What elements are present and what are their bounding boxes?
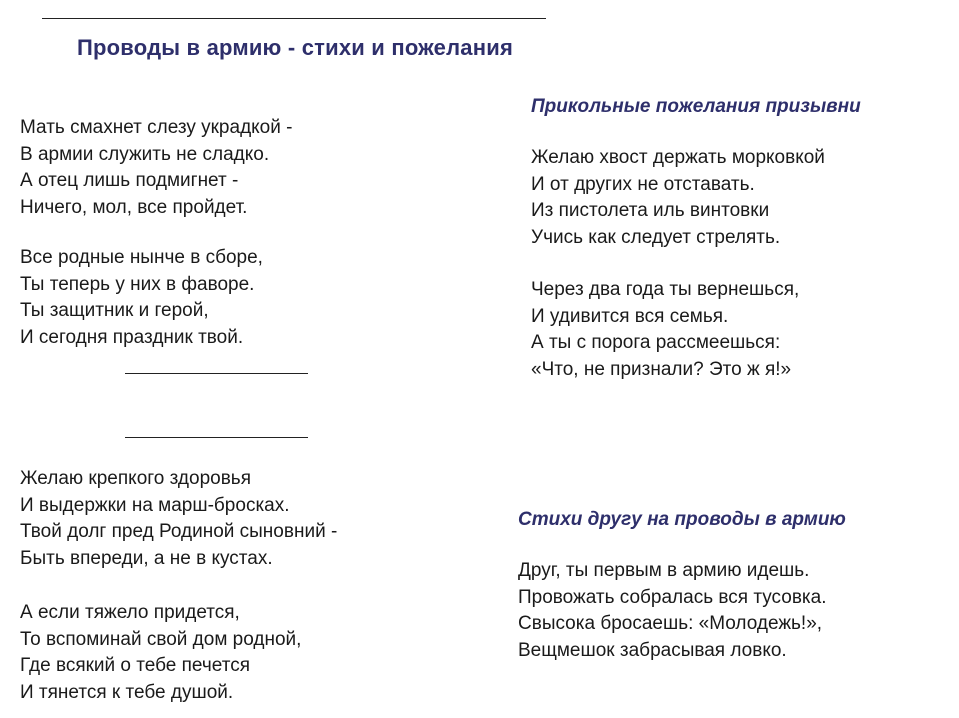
poem-line: Свысока бросаешь: «Молодежь!», [518, 613, 823, 634]
left-stanza-3 [20, 466, 337, 572]
poem-line: Мать смахнет слезу украдкой - [20, 117, 293, 138]
poem-line: Желаю хвост держать морковкой [531, 147, 825, 168]
poem-line: Ничего, мол, все пройдет. [20, 196, 248, 218]
right-stanza-3 [518, 558, 827, 664]
page-title: Проводы в армию - стихи и пожелания [77, 35, 513, 60]
section-heading-funny-wishes: Прикольные пожелания призывни [531, 96, 861, 117]
section-heading-friend-poems: Стихи другу на проводы в армию [518, 509, 846, 530]
left-stanza-1 [20, 115, 292, 221]
poem-line: Учись как следует стрелять. [531, 226, 781, 248]
poem-line: Из пистолета иль винтовки [531, 200, 770, 221]
poem-line: «Что, не признали? Это ж я!» [531, 358, 792, 380]
poem-line: Ты теперь у них в фаворе. [20, 273, 255, 295]
poem-line: А ты с порога рассмеешься: [531, 332, 781, 353]
poem-line: А если тяжело придется, [20, 602, 240, 623]
poem-line: И сегодня праздник твой. [20, 326, 244, 348]
poem-line: Все родные нынче в сборе, [20, 247, 263, 268]
left-stanza-4 [20, 600, 301, 706]
poem-line: Быть впереди, а не в кустах. [20, 547, 273, 569]
poem-line: Желаю крепкого здоровья [20, 468, 251, 489]
right-stanza-1 [531, 145, 825, 251]
poem-line: И выдержки на марш-бросках. [20, 494, 290, 516]
poem-line: И удивится вся семья. [531, 305, 729, 327]
poem-line: Через два года ты вернешься, [531, 279, 800, 300]
poem-line: Где всякий о тебе печется [20, 655, 250, 676]
poem-line: А отец лишь подмигнет - [20, 170, 239, 191]
separator-line-1 [125, 373, 308, 374]
poem-line: В армии служить не сладко. [20, 143, 270, 165]
poem-line: Вещмешок забрасывая ловко. [518, 639, 787, 661]
right-stanza-2 [531, 277, 799, 383]
poem-line: И тянется к тебе душой. [20, 681, 234, 703]
poem-line: И от других не отставать. [531, 173, 755, 195]
poem-line: Ты защитник и герой, [20, 300, 209, 321]
poem-line: Провожать собралась вся тусовка. [518, 586, 827, 608]
poem-line: То вспоминай свой дом родной, [20, 628, 302, 650]
poem-line: Твой долг пред Родиной сыновний - [20, 521, 338, 542]
poem-line: Друг, ты первым в армию идешь. [518, 560, 810, 581]
left-stanza-2 [20, 245, 263, 351]
separator-line-2 [125, 437, 308, 438]
top-divider [42, 18, 546, 19]
